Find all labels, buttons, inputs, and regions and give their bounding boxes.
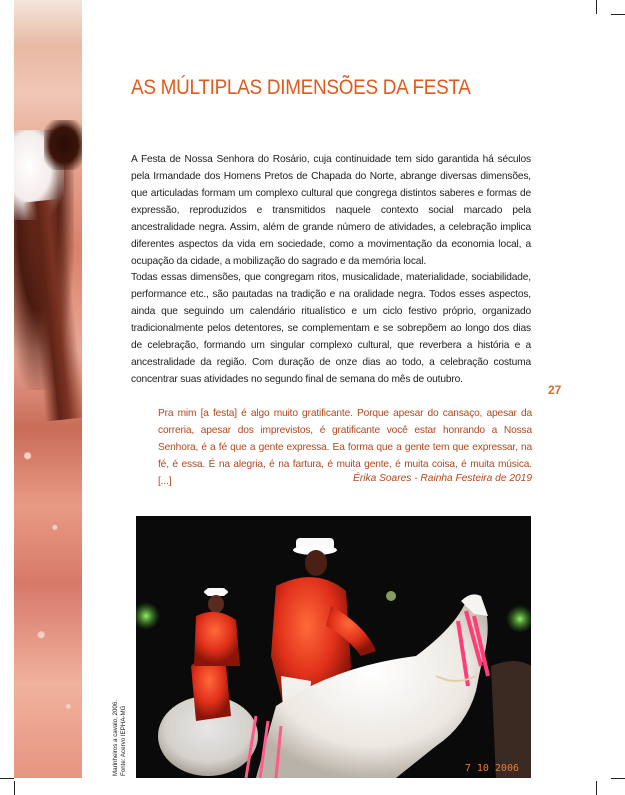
crop-mark xyxy=(611,778,625,779)
photo-caption xyxy=(112,700,128,776)
body-paragraph: Todas essas dimensões, que congregam ritos, musicalidade, materialidade, sociabilidade, performance etc., são pautadas na tradição e na oralidade negra. Todos esses aspectos, ainda que seguindo um calendário ritualístico e um ciclo festivo próprio, organizado tradicionalmente pelos detentores, se complementam e se sobrepõem ao longo dos dias de celebração, formando um singular complexo cultural, que reverbera a história e a ancestralidade da região. Com duração de onze dias ao todo, a celebração costuma concentrar suas atividades no segundo final de semana do mês de outubro. xyxy=(131,272,531,385)
riders-on-horses-illustration xyxy=(136,516,531,778)
crop-mark xyxy=(596,0,597,14)
quote-author: Érika Soares - Rainha Festeira de 2019 xyxy=(353,473,532,484)
left-photo-strip xyxy=(14,0,82,778)
caption-title: Marinheiros a cavalo, 2006. xyxy=(112,699,119,776)
body-paragraph: A Festa de Nossa Senhora do Rosário, cuja continuidade tem sido garantida há séculos pela Irmandade dos Homens Pretos de Chapada do Norte, abrange diversas dimensões, que articuladas formam um complexo cultural que congrega distintos saberes e formas de expressão, reproduzidos e transmitidos naquele contexto social marcado pela ancestralidade negra. Assim, além de grande número de atividades, a celebração implica diferentes aspectos da vida em sociedade, como a movimentação da economia local, a ocupação da cidade, a mobilização do sagrado e da memória local. xyxy=(131,154,531,267)
testimony-quote: Pra mim [a festa] é algo muito gratificante. Porque apesar do cansaço, apesar da correria, apesar dos imprevistos, é gratificante você estar honrando a Nossa Senhora, é a fé que a gente expressa. Ea forma que a gente tem que expressar, na fé, é essa. É na alegria, é na fartura, é muita gente, é muita coisa, é muita música. [...] xyxy=(158,408,532,487)
page-number: 27 xyxy=(548,383,562,397)
crop-mark xyxy=(596,781,597,795)
crop-mark xyxy=(611,14,625,15)
page-heading: AS MÚLTIPLAS DIMENSÕES DA FESTA xyxy=(131,76,471,99)
crop-mark xyxy=(14,781,15,795)
photo-date-stamp: 7 10 2006 xyxy=(464,763,519,774)
festival-photo xyxy=(136,516,531,778)
crop-mark xyxy=(0,778,14,779)
caption-source: Fonte: Acervo IEPHA-MG xyxy=(120,705,127,776)
